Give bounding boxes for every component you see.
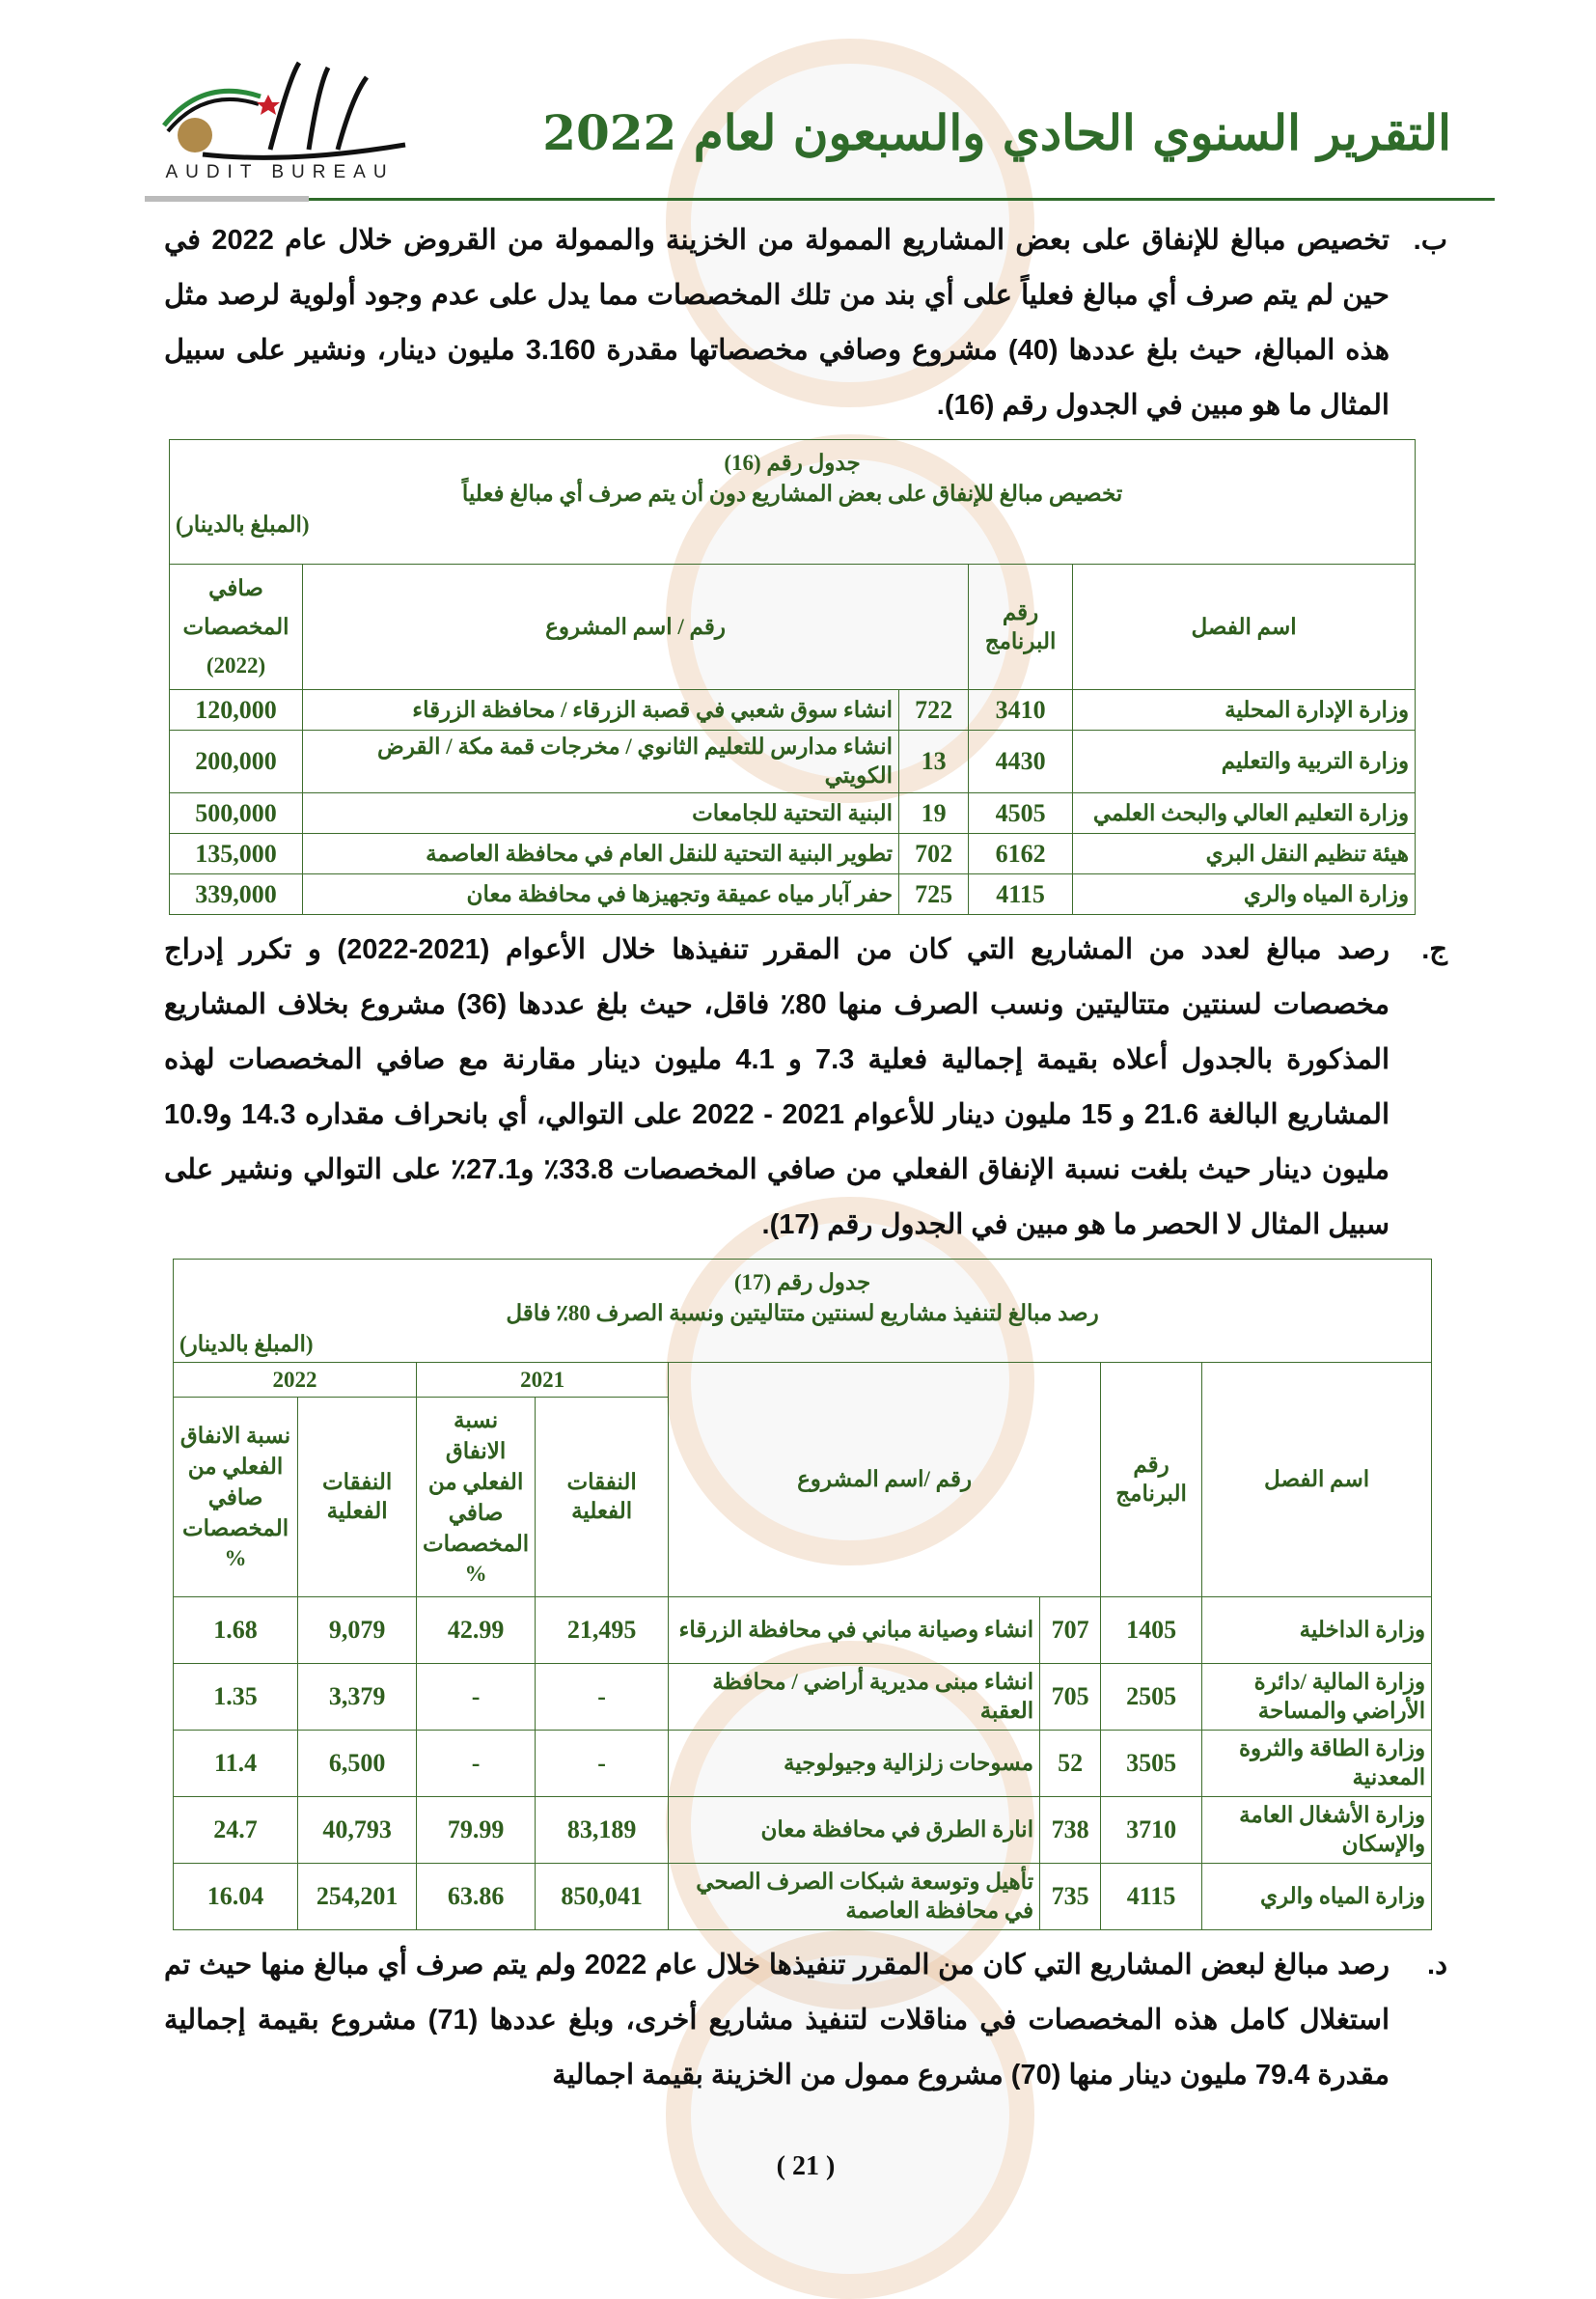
cell-chapter: وزارة التعليم العالي والبحث العلمي [1073, 793, 1416, 834]
logo-emblem-icon [145, 58, 415, 164]
cell-project-number: 52 [1040, 1731, 1101, 1797]
table-unit-row [179, 1329, 1425, 1360]
table-caption [170, 440, 1416, 565]
cell-actual-2022: 254,201 [298, 1864, 417, 1930]
table-row [174, 1864, 1432, 1930]
paragraph-text: تخصيص مبالغ للإنفاق على بعض المشاريع الممولة من الخزينة والممولة من القروض خلال عام 2022 في حين لم يتم صرف أي مبالغ فعلياً على أي بند من تلك المخصصات مما يدل على عدم وجود أولوية لرصد مثل هذه المبالغ، حيث بلغ عددها (40) مشروع وصافي مخصصاتها مقدرة 3.160 مليون دينار، ونشير على سبيل المثال ما هو مبين في الجدول رقم (16). [164, 225, 1390, 421]
header-ratio-2021 [417, 1398, 536, 1597]
cell-actual-2022: 3,379 [298, 1664, 417, 1731]
cell-project-name: انشاء مبنى مديرية أراضي / محافظة العقبة [669, 1664, 1040, 1731]
cell-project-name: تأهيل وتوسعة شبكات الصرف الصحي في محافظة العاصمة [669, 1864, 1040, 1930]
cell-project-name: حفر آبار مياه عميقة وتجهيزها في محافظة معان [303, 874, 899, 915]
cell-project-name: تطوير البنية التحتية للنقل العام في محافظة العاصمة [303, 834, 899, 874]
pct-label: % [464, 1562, 487, 1586]
cell-net: 339,000 [170, 874, 303, 915]
paragraph-marker: ج. [1421, 934, 1447, 965]
cell-ratio-2022: 1.68 [174, 1597, 298, 1664]
table-row [170, 793, 1416, 834]
table-number: جدول رقم (16) [724, 451, 861, 475]
header-actual-2021: النفقات الفعلية [536, 1398, 669, 1597]
header-divider [145, 198, 1495, 201]
table-row [174, 1664, 1432, 1731]
cell-ratio-2022: 24.7 [174, 1797, 298, 1864]
page-header [0, 0, 1596, 208]
table-row [170, 874, 1416, 915]
cell-project-number: 707 [1040, 1597, 1101, 1664]
cell-program: 3710 [1101, 1797, 1202, 1864]
cell-program: 4505 [969, 793, 1073, 834]
cell-chapter: وزارة التربية والتعليم [1073, 731, 1416, 793]
table-caption [174, 1260, 1432, 1363]
page-body [164, 208, 1447, 2221]
paragraph-marker: د. [1427, 1950, 1447, 1980]
cell-actual-2021: 83,189 [536, 1797, 669, 1864]
table-row [170, 731, 1416, 793]
cell-chapter: وزارة المياه والري [1073, 874, 1416, 915]
cell-project-number: 722 [899, 690, 969, 731]
cell-ratio-2021: 79.99 [417, 1797, 536, 1864]
cell-project-number: 702 [899, 834, 969, 874]
cell-project-number: 738 [1040, 1797, 1101, 1864]
audit-bureau-logo [145, 58, 415, 183]
cell-chapter: وزارة المياه والري [1202, 1864, 1432, 1930]
cell-chapter: وزارة الإدارة المحلية [1073, 690, 1416, 731]
cell-program: 4115 [969, 874, 1073, 915]
table-row [170, 834, 1416, 874]
cell-actual-2021: 850,041 [536, 1864, 669, 1930]
cell-program: 4430 [969, 731, 1073, 793]
table-title: رصد مبالغ لتنفيذ مشاريع لسنتين متتاليتين ونسبة الصرف 80٪ فاقل [506, 1301, 1099, 1325]
cell-program: 4115 [1101, 1864, 1202, 1930]
cell-project-number: 19 [899, 793, 969, 834]
ratio-label: نسبة الانفاق الفعلي من صافي المخصصات [423, 1408, 530, 1556]
table-unit-row [176, 510, 1409, 540]
header-ratio-2022 [174, 1398, 298, 1597]
table-17 [173, 1259, 1432, 1930]
cell-ratio-2022: 1.35 [174, 1664, 298, 1731]
cell-chapter: وزارة المالية /دائرة الأراضي والمساحة [1202, 1664, 1432, 1731]
header-project: رقم / اسم المشروع [303, 565, 969, 690]
paragraph-text: رصد مبالغ لعدد من المشاريع التي كان من المقرر تنفيذها خلال الأعوام (2021-2022) و تكرر إدراج مخصصات لسنتين متتاليتين ونسب الصرف منها 80٪ فاقل، حيث بلغ عددها (36) مشروع بخلاف المشاريع المذكورة بالجدول أعلاه بقيمة إجمالية فعلية 7.3 و 4.1 مليون دينار مقارنة مع صافي المخصصات لهذه المشاريع البالغة 21.6 و 15 مليون دينار للأعوام 2021 - 2022 على التوالي، أي بانحراف مقداره 14.3 و10.9 مليون دينار حيث بلغت نسبة الإنفاق الفعلي من صافي المخصصات 33.8٪ و27.1٪ على التوالي ونشير على سبيل المثال لا الحصر ما هو مبين في الجدول رقم (17). [164, 934, 1390, 1240]
cell-net: 120,000 [170, 690, 303, 731]
cell-actual-2022: 40,793 [298, 1797, 417, 1864]
table-unit: (المبلغ بالدينار) [176, 512, 310, 537]
header-net [170, 565, 303, 690]
header-chapter: اسم الفصل [1202, 1363, 1432, 1597]
cell-project-name: انشاء وصيانة مباني في محافظة الزرقاء [669, 1597, 1040, 1664]
report-title: التقرير السنوي الحادي والسبعون لعام 2022 [542, 104, 1451, 161]
pct-label: % [224, 1546, 247, 1570]
header-divider-accent [145, 196, 309, 202]
table-row [170, 690, 1416, 731]
header-chapter: اسم الفصل [1073, 565, 1416, 690]
cell-project-name: انشاء سوق شعبي في قصبة الزرقاء / محافظة الزرقاء [303, 690, 899, 731]
paragraph-d [164, 1938, 1447, 2103]
cell-net: 200,000 [170, 731, 303, 793]
cell-actual-2021: - [536, 1731, 669, 1797]
header-net-line: صافي [208, 575, 263, 600]
table-unit: (المبلغ بالدينار) [179, 1332, 314, 1356]
header-year-2022: 2022 [174, 1363, 417, 1398]
table-title: تخصيص مبالغ للإنفاق على بعض المشاريع دون أن يتم صرف أي مبالغ فعلياً [461, 482, 1123, 506]
cell-project-name: مسوحات زلزالية وجيولوجية [669, 1731, 1040, 1797]
table-row [174, 1731, 1432, 1797]
paragraph-text: رصد مبالغ لبعض المشاريع التي كان من المقرر تنفيذها خلال عام 2022 ولم يتم صرف أي مبالغ منها حيث تم استغلال كامل هذه المخصصات في مناقلات لتنفيذ مشاريع أخرى، وبلغ عددها (71) مشروع بقيمة إجمالية مقدرة 79.4 مليون دينار منها (70) مشروع ممول من الخزينة بقيمة اجمالية [164, 1950, 1390, 2091]
page-number: ( 21 ) [776, 2151, 836, 2181]
cell-project-name: انشاء مدارس للتعليم الثانوي / مخرجات قمة مكة / القرض الكويتي [303, 731, 899, 793]
cell-program: 1405 [1101, 1597, 1202, 1664]
cell-project-number: 725 [899, 874, 969, 915]
cell-project-number: 13 [899, 731, 969, 793]
cell-net: 500,000 [170, 793, 303, 834]
table-row [174, 1797, 1432, 1864]
paragraph-marker: ب. [1413, 225, 1447, 256]
cell-chapter: هيئة تنظيم النقل البري [1073, 834, 1416, 874]
cell-actual-2021: - [536, 1664, 669, 1731]
table-16 [169, 439, 1416, 915]
cell-program: 3410 [969, 690, 1073, 731]
cell-ratio-2021: - [417, 1731, 536, 1797]
table-number: جدول رقم (17) [733, 1270, 871, 1294]
cell-program: 6162 [969, 834, 1073, 874]
cell-actual-2022: 6,500 [298, 1731, 417, 1797]
paragraph-b [164, 213, 1447, 433]
cell-project-name: البنية التحتية للجامعات [303, 793, 899, 834]
paragraph-c [164, 923, 1447, 1253]
logo-text: AUDIT BUREAU [165, 162, 395, 182]
cell-actual-2022: 9,079 [298, 1597, 417, 1664]
cell-ratio-2022: 16.04 [174, 1864, 298, 1930]
header-project: رقم /اسم المشروع [669, 1363, 1101, 1597]
cell-ratio-2022: 11.4 [174, 1731, 298, 1797]
header-actual-2022: النفقات الفعلية [298, 1398, 417, 1597]
header-net-line: (2022) [206, 652, 266, 678]
header-net-line: المخصصات [182, 614, 289, 639]
header-program: رقم البرنامج [1101, 1363, 1202, 1597]
cell-project-number: 705 [1040, 1664, 1101, 1731]
cell-project-number: 735 [1040, 1864, 1101, 1930]
ratio-label: نسبة الانفاق الفعلي من صافي المخصصات [179, 1424, 291, 1540]
cell-project-name: انارة الطرق في محافظة معان [669, 1797, 1040, 1864]
header-year-2021: 2021 [417, 1363, 669, 1398]
cell-chapter: وزارة الطاقة والثروة المعدنية [1202, 1731, 1432, 1797]
header-program: رقم البرنامج [969, 565, 1073, 690]
cell-actual-2021: 21,495 [536, 1597, 669, 1664]
cell-net: 135,000 [170, 834, 303, 874]
cell-program: 3505 [1101, 1731, 1202, 1797]
cell-chapter: وزارة الداخلية [1202, 1597, 1432, 1664]
table-row [174, 1597, 1432, 1664]
cell-ratio-2021: - [417, 1664, 536, 1731]
cell-program: 2505 [1101, 1664, 1202, 1731]
cell-ratio-2021: 63.86 [417, 1864, 536, 1930]
cell-chapter: وزارة الأشغال العامة والإسكان [1202, 1797, 1432, 1864]
cell-ratio-2021: 42.99 [417, 1597, 536, 1664]
